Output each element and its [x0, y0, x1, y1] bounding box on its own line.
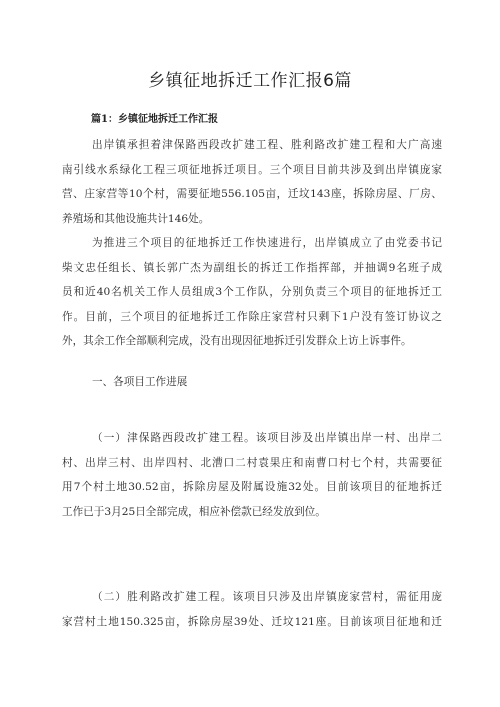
paragraph-line: 养殖场和其他设施共计146处。	[62, 212, 210, 225]
paragraph-line: 工作已于3月25日全部完成，相应补偿款已经发放到位。	[62, 505, 326, 518]
paragraph-line: 作。目前，三个项目的征地拆迁工作除庄家营村只剩下1户没有签订协议之	[62, 310, 442, 323]
paragraph-line: 营、庄家营等10个村，需要征地556.105亩，迁坟143座，拆除房屋、厂房、	[62, 188, 442, 200]
paragraph-line: 为推进三个项目的征地拆迁工作快速进行，出岸镇成立了由党委书记	[92, 237, 442, 249]
paragraph-line: （一）津保路西段改扩建工程。该项目涉及出岸镇出岸一村、出岸二	[92, 432, 442, 444]
paragraph-line: 村、出岸三村、出岸四村、北漕口二村袁果庄和南曹口村七个村，共需要征	[62, 456, 442, 469]
article-subheading: 篇1：乡镇征地拆迁工作汇报	[91, 114, 218, 125]
paragraph-line: （二）胜利路改扩建工程。该项目只涉及出岸镇庞家营村，需征用庞	[92, 591, 442, 603]
paragraph-line: 员和近40名机关工作人员组成3个工作队，分别负责三个项目的征地拆迁工	[62, 286, 442, 298]
section-heading: 一、各项目工作进展	[92, 376, 188, 388]
paragraph-line: 家营村土地150.325亩，拆除房屋39处、迁坟121座。目前该项目征地和迁	[62, 615, 442, 628]
paragraph-line: 南引线水系绿化工程三项征地拆迁项目。三个项目目前共涉及到出岸镇庞家	[62, 163, 442, 176]
paragraph-line: 柴文忠任组长、镇长郭广杰为副组长的拆迁工作指挥部，并抽调9名班子成	[62, 261, 442, 274]
paragraph-3	[62, 426, 442, 524]
paragraph-4	[62, 585, 442, 634]
paragraph-line: 用7个村土地30.52亩，拆除房屋及附属设施32处。目前该项目的征地拆迁	[62, 481, 442, 493]
document-title: 乡镇征地拆迁工作汇报6篇	[148, 71, 352, 91]
paragraph-line: 出岸镇承担着津保路西段改扩建工程、胜利路改扩建工程和大广高速	[92, 139, 442, 151]
paragraph-line: 外，其余工作全部顺利完成，没有出现因征地拆迁引发群众上访上诉事件。	[62, 335, 412, 347]
paragraph-1	[62, 133, 442, 231]
paragraph-2	[62, 231, 442, 354]
